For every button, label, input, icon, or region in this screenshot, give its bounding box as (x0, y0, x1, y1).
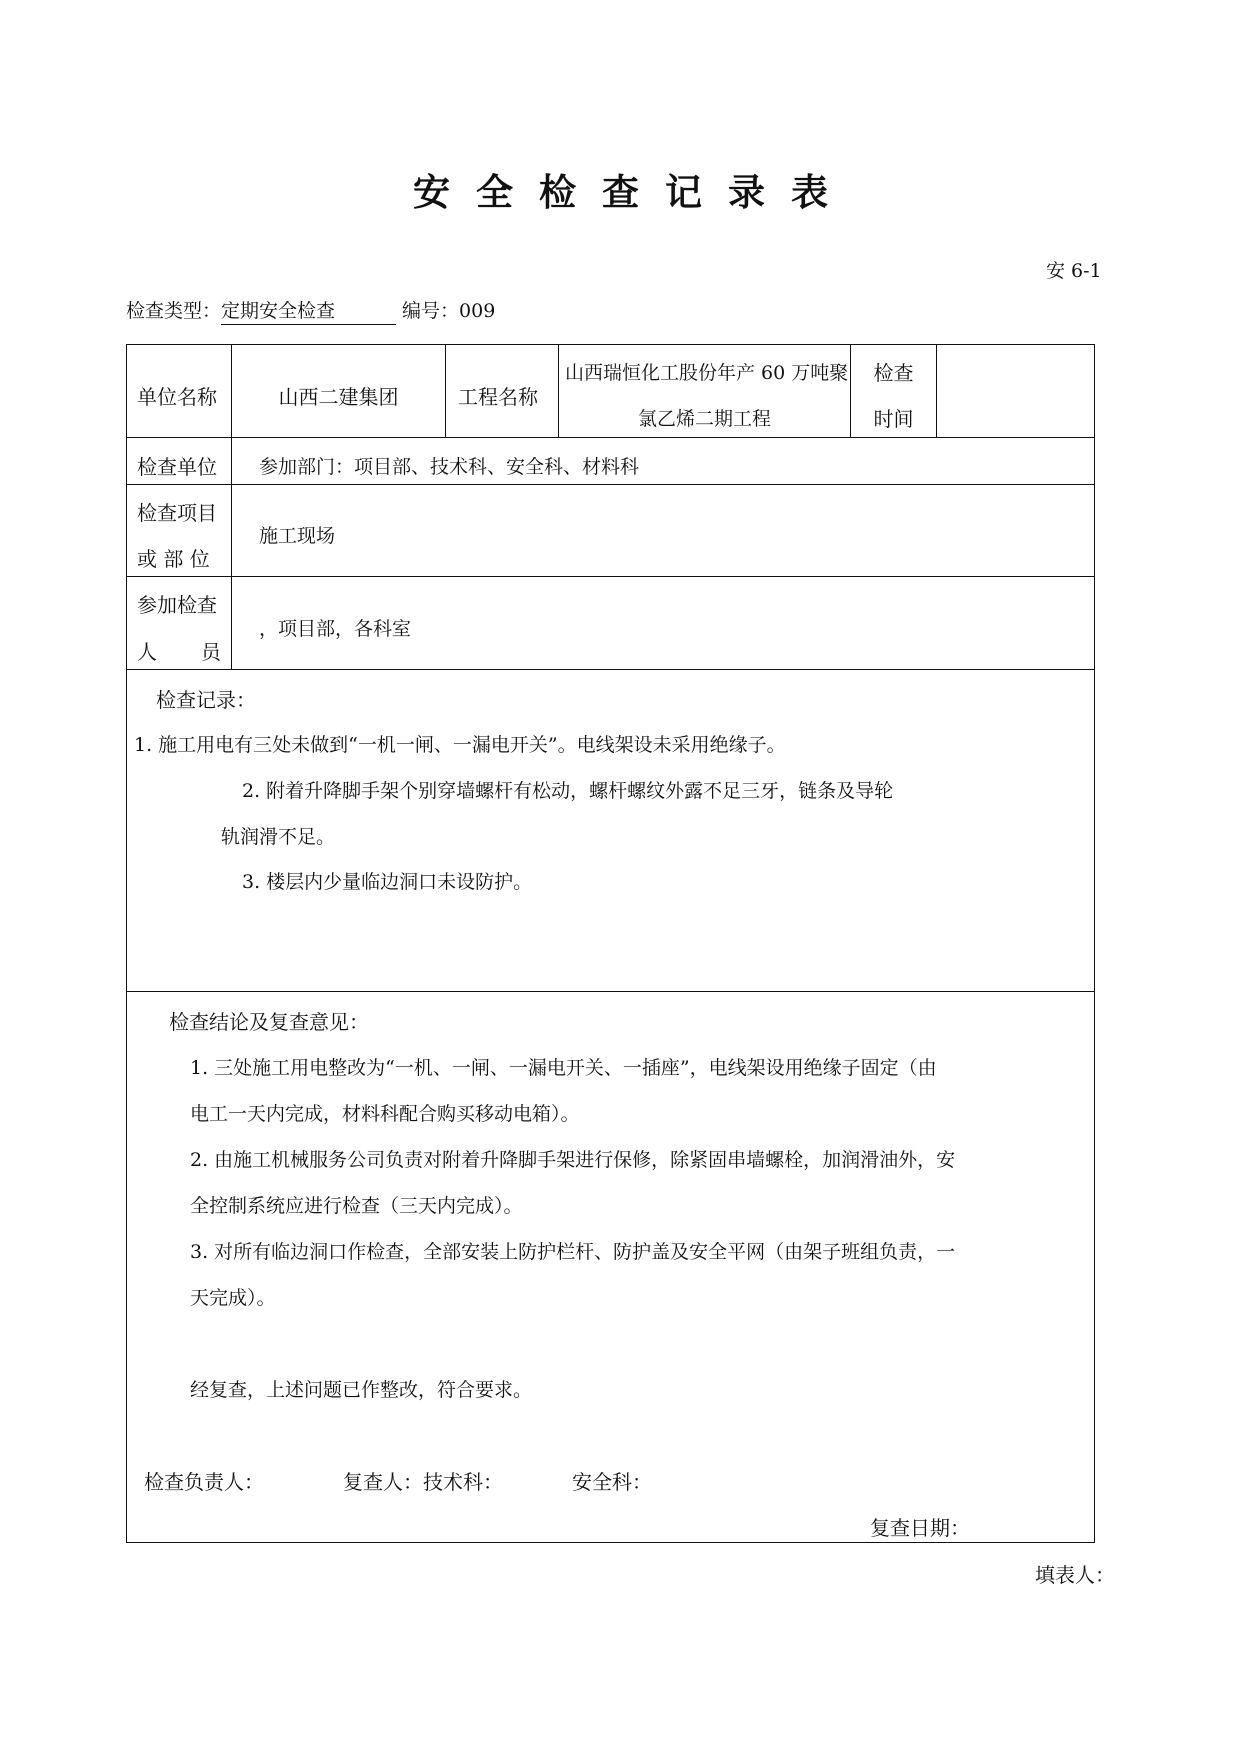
unit-name-value: 山西二建集团 (278, 385, 399, 409)
inspection-item-value: 施工现场 (259, 525, 336, 547)
check-time-label-line2: 时间 (873, 407, 914, 431)
record-item-1: 1. 施工用电有三处未做到“一机一闸、一漏电开关”。电线架设未采用绝缘子。 (134, 734, 786, 756)
filler-label: 填表人： (1035, 1563, 1115, 1587)
records-heading: 检查记录： (156, 688, 256, 712)
number-value: 009 (459, 300, 496, 322)
record-item-3: 3. 楼层内少量临边洞口未设防护。 (242, 871, 533, 893)
check-type-label: 检查类型： (126, 300, 222, 322)
inspection-item-label-line1: 检查项目 (137, 501, 217, 525)
conclusion-heading: 检查结论及复查意见： (169, 1010, 369, 1034)
number-label: 编号： (402, 300, 460, 322)
row-divider (126, 484, 1095, 485)
row-divider (126, 991, 1095, 992)
row-divider (126, 437, 1095, 438)
check-type-value: 定期安全检查 (221, 296, 396, 325)
conclusion-item-2-line1: 2. 由施工机械服务公司负责对附着升降脚手架进行保修，除紧固串墙螺栓，加润滑油外，安 (190, 1149, 956, 1171)
row-divider (126, 576, 1095, 577)
inspection-unit-value: 参加部门：项目部、技术科、安全科、材料科 (259, 456, 640, 478)
unit-name-label: 单位名称 (137, 385, 217, 409)
responsible-signature-label: 检查负责人： (144, 1470, 264, 1494)
inspection-unit-label: 检查单位 (137, 455, 217, 479)
column-divider (936, 344, 937, 437)
participants-label-line1: 参加检查 (137, 593, 217, 617)
project-name-value-line2: 氯乙烯二期工程 (637, 408, 771, 430)
row-divider (126, 669, 1095, 670)
check-time-label-line1: 检查 (873, 361, 914, 385)
participants-label-line2a: 人 (137, 640, 157, 664)
recheck-result: 经复查，上述问题已作整改，符合要求。 (190, 1379, 533, 1401)
page-title: 安全检查记录表 (413, 170, 854, 214)
conclusion-item-3-line2: 天完成）。 (190, 1287, 276, 1309)
participants-value: ，项目部，各科室 (259, 618, 412, 640)
record-item-2-line1: 2. 附着升降脚手架个别穿墙螺杆有松动，螺杆螺纹外露不足三牙，链条及导轮 (242, 780, 894, 802)
record-item-2-line2: 轨润滑不足。 (221, 826, 336, 848)
column-divider (445, 344, 446, 437)
inspection-item-label-line2: 或 部 位 (137, 547, 210, 571)
participants-label-line2b: 员 (201, 640, 221, 664)
conclusion-item-1-line1: 1. 三处施工用电整改为“一机、一闸、一漏电开关、一插座”，电线架设用绝缘子固定（由 (190, 1057, 937, 1079)
project-name-value-line1: 山西瑞恒化工股份年产 60 万吨聚 (565, 362, 849, 384)
conclusion-item-1-line2: 电工一天内完成，材料科配合购买移动电箱）。 (190, 1103, 580, 1125)
conclusion-item-3-line1: 3. 对所有临边洞口作检查，全部安装上防护栏杆、防护盖及安全平网（由架子班组负责，一 (190, 1241, 956, 1263)
recheck-date-label: 复查日期： (870, 1516, 970, 1540)
safety-signature-label: 安全科： (572, 1470, 652, 1494)
project-name-label: 工程名称 (458, 385, 538, 409)
form-code: 安 6-1 (1046, 260, 1102, 282)
check-type-line (126, 296, 495, 325)
rechecker-signature-label: 复查人：技术科： (343, 1470, 503, 1494)
conclusion-item-2-line2: 全控制系统应进行检查（三天内完成）。 (190, 1195, 523, 1217)
